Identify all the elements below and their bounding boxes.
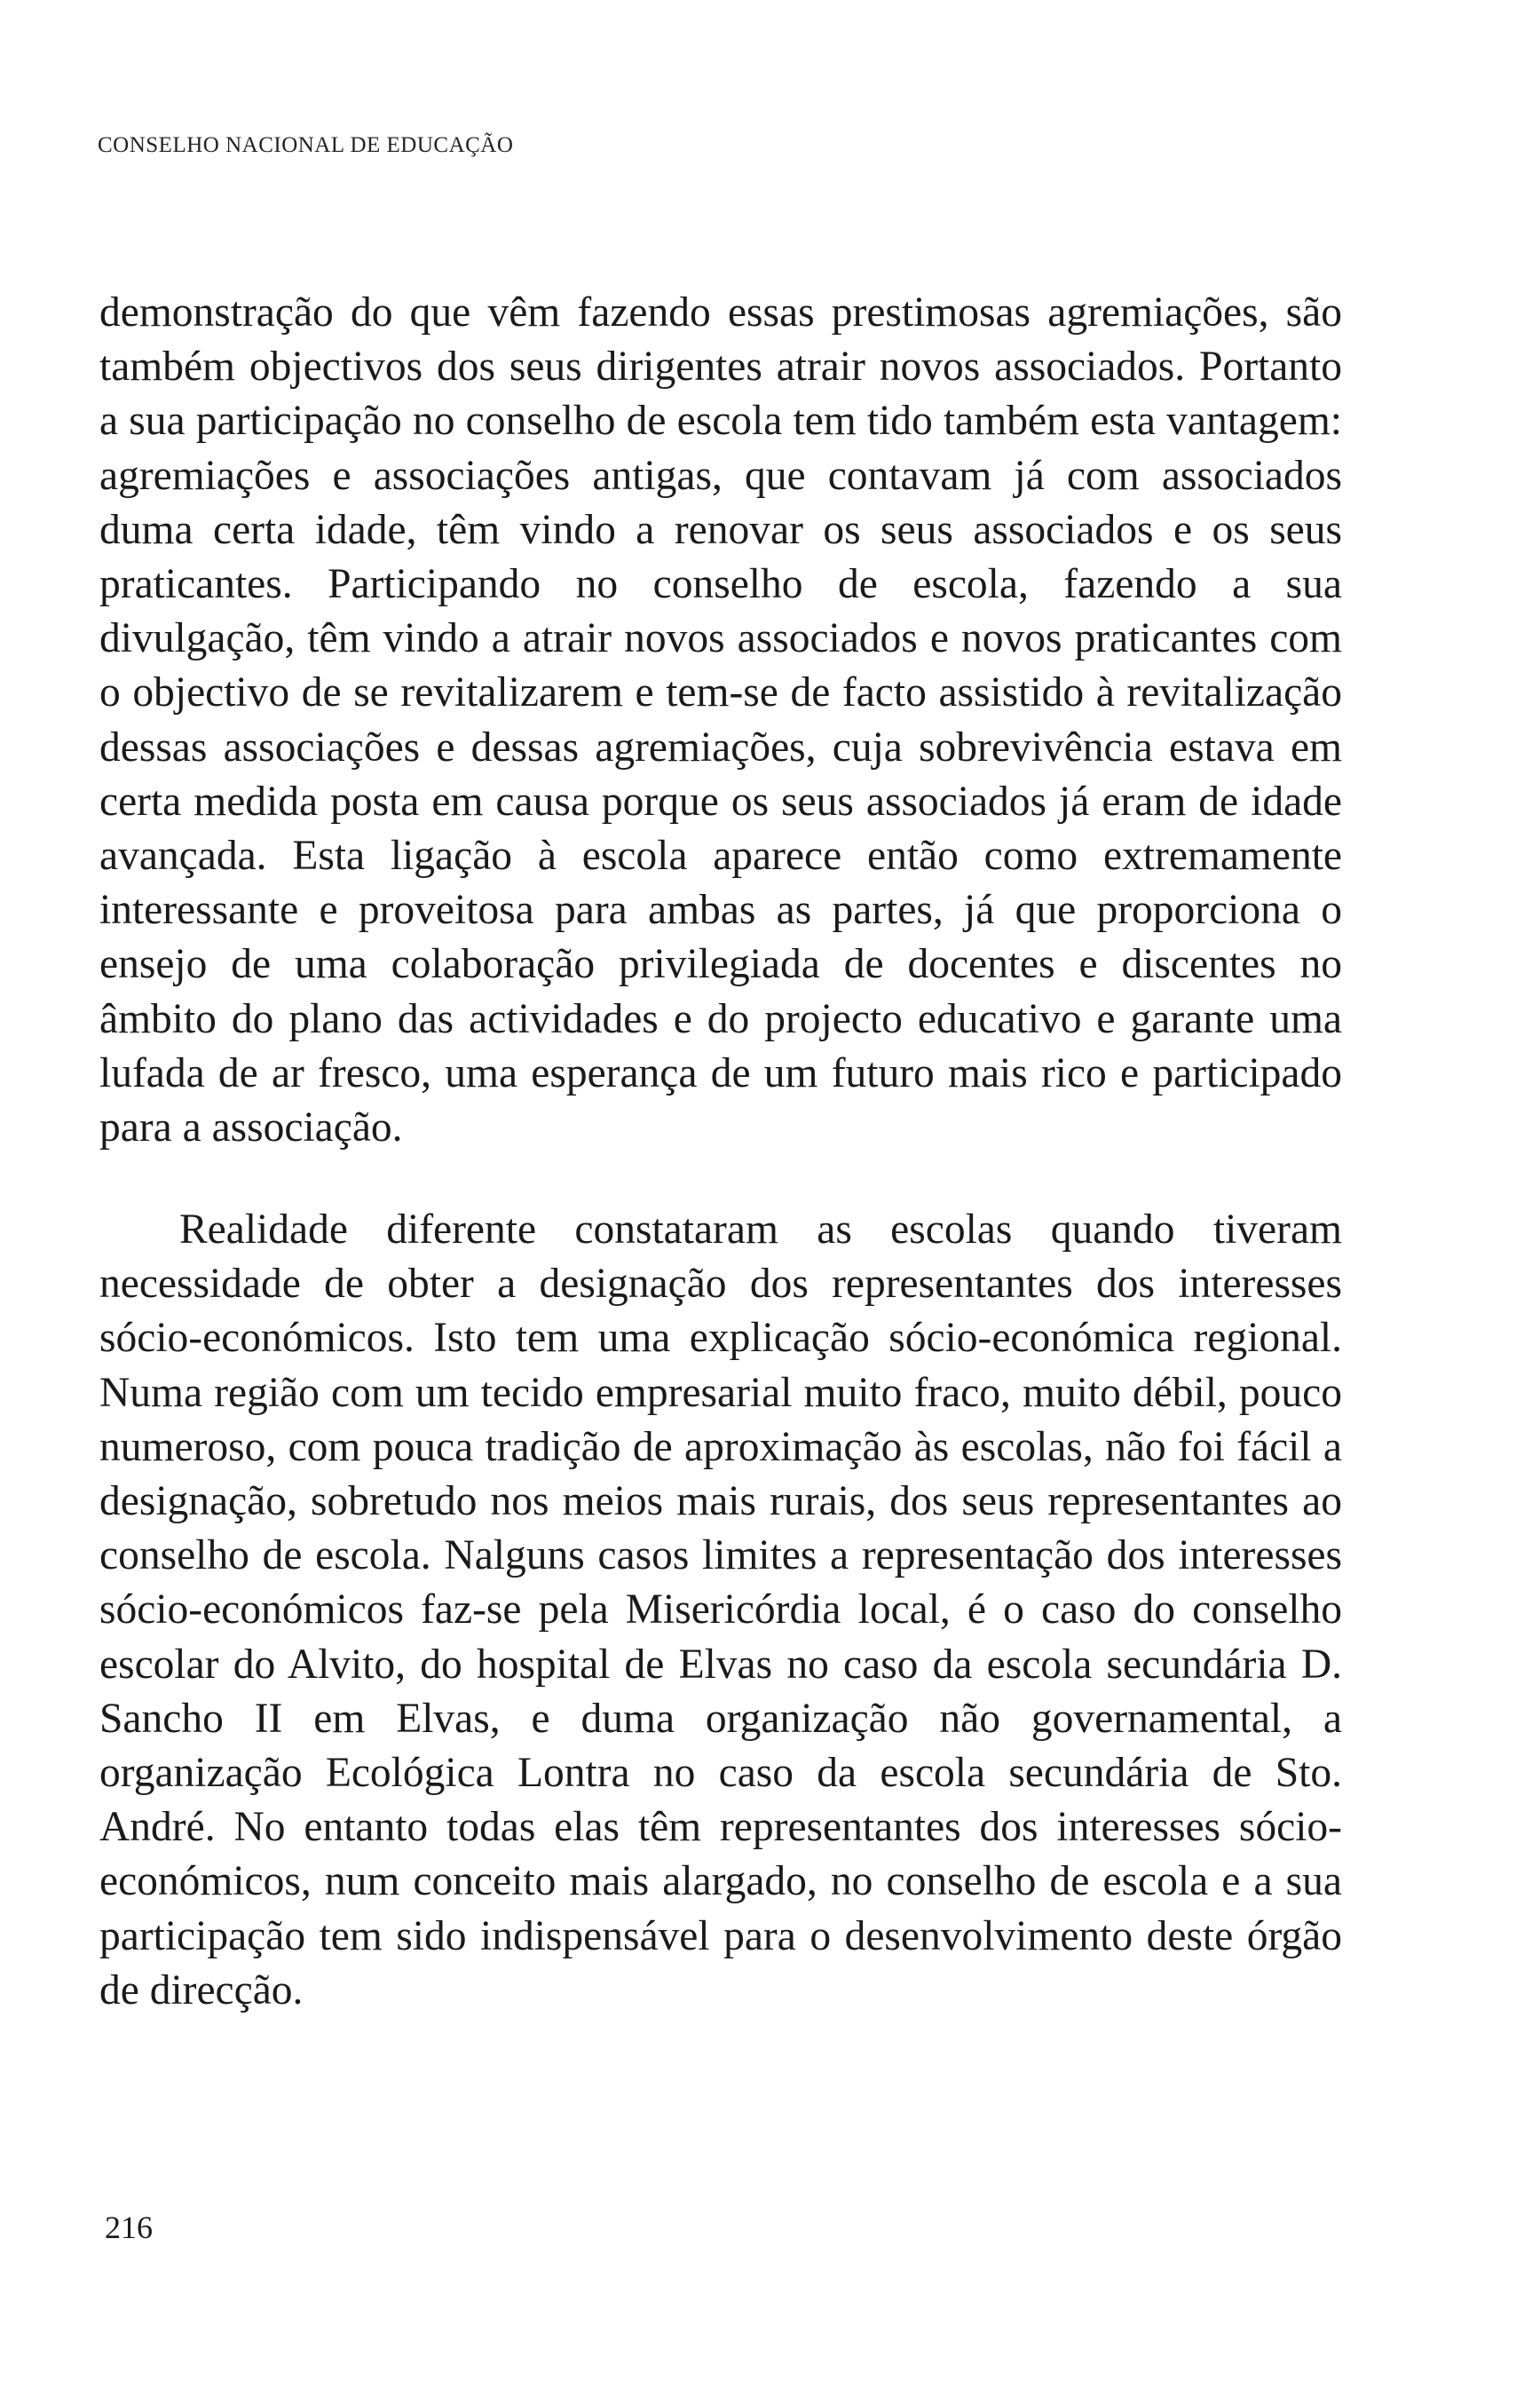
- page-number: 216: [105, 2210, 153, 2245]
- running-header: CONSELHO NACIONAL DE EDUCAÇÃO: [98, 133, 514, 157]
- body-paragraph-1: demonstração do que vêm fazendo essas prestimosas agremiações, são também objectivos dos seus dirigentes atrair novos associados. Portanto a sua participação no conselho de escola tem tido também esta vantagem: agremiações e associações antigas, que contavam já com associados duma certa idade, têm vindo a renovar os seus associados e os seus praticantes. Participando no conselho de escola, fazendo a sua divulgação, têm vindo a atrair novos associados e novos praticantes com o objectivo de se revitalizarem e tem-se de facto assistido à revitalização dessas associações e dessas agremiações, cuja sobrevivência estava em certa medida posta em causa porque os seus associados já eram de idade avançada. Esta ligação à escola aparece então como extremamente interessante e proveitosa para ambas as partes, já que proporciona o ensejo de uma colaboração privilegiada de docentes e discentes no âmbito do plano das actividades e do projecto educativo e garante uma lufada de ar fresco, uma esperança de um futuro mais rico e participado para a associação.: [99, 289, 1342, 1151]
- body-paragraph-2: Realidade diferente constataram as escolas quando tiveram necessidade de obter a designação dos representantes dos interesses sócio-económicos. Isto tem uma explicação sócio-económica regional. Numa região com um tecido empresarial muito fraco, muito débil, pouco numeroso, com pouca tradição de aproximação às escolas, não foi fácil a designação, sobretudo nos meios mais rurais, dos seus representantes ao conselho de escola. Nalguns casos limites a representação dos interesses sócio-económicos faz-se pela Misericórdia local, é o caso do conselho escolar do Alvito, do hospital de Elvas no caso da escola secundária D. Sancho II em Elvas, e duma organização não governamental, a organização Ecológica Lontra no caso da escola secundária de Sto. André. No entanto todas elas têm representantes dos interesses sócio-económicos, num conceito mais alargado, no conselho de escola e a sua participação tem sido indispensável para o desenvolvimento deste órgão de direcção.: [99, 1206, 1342, 2013]
